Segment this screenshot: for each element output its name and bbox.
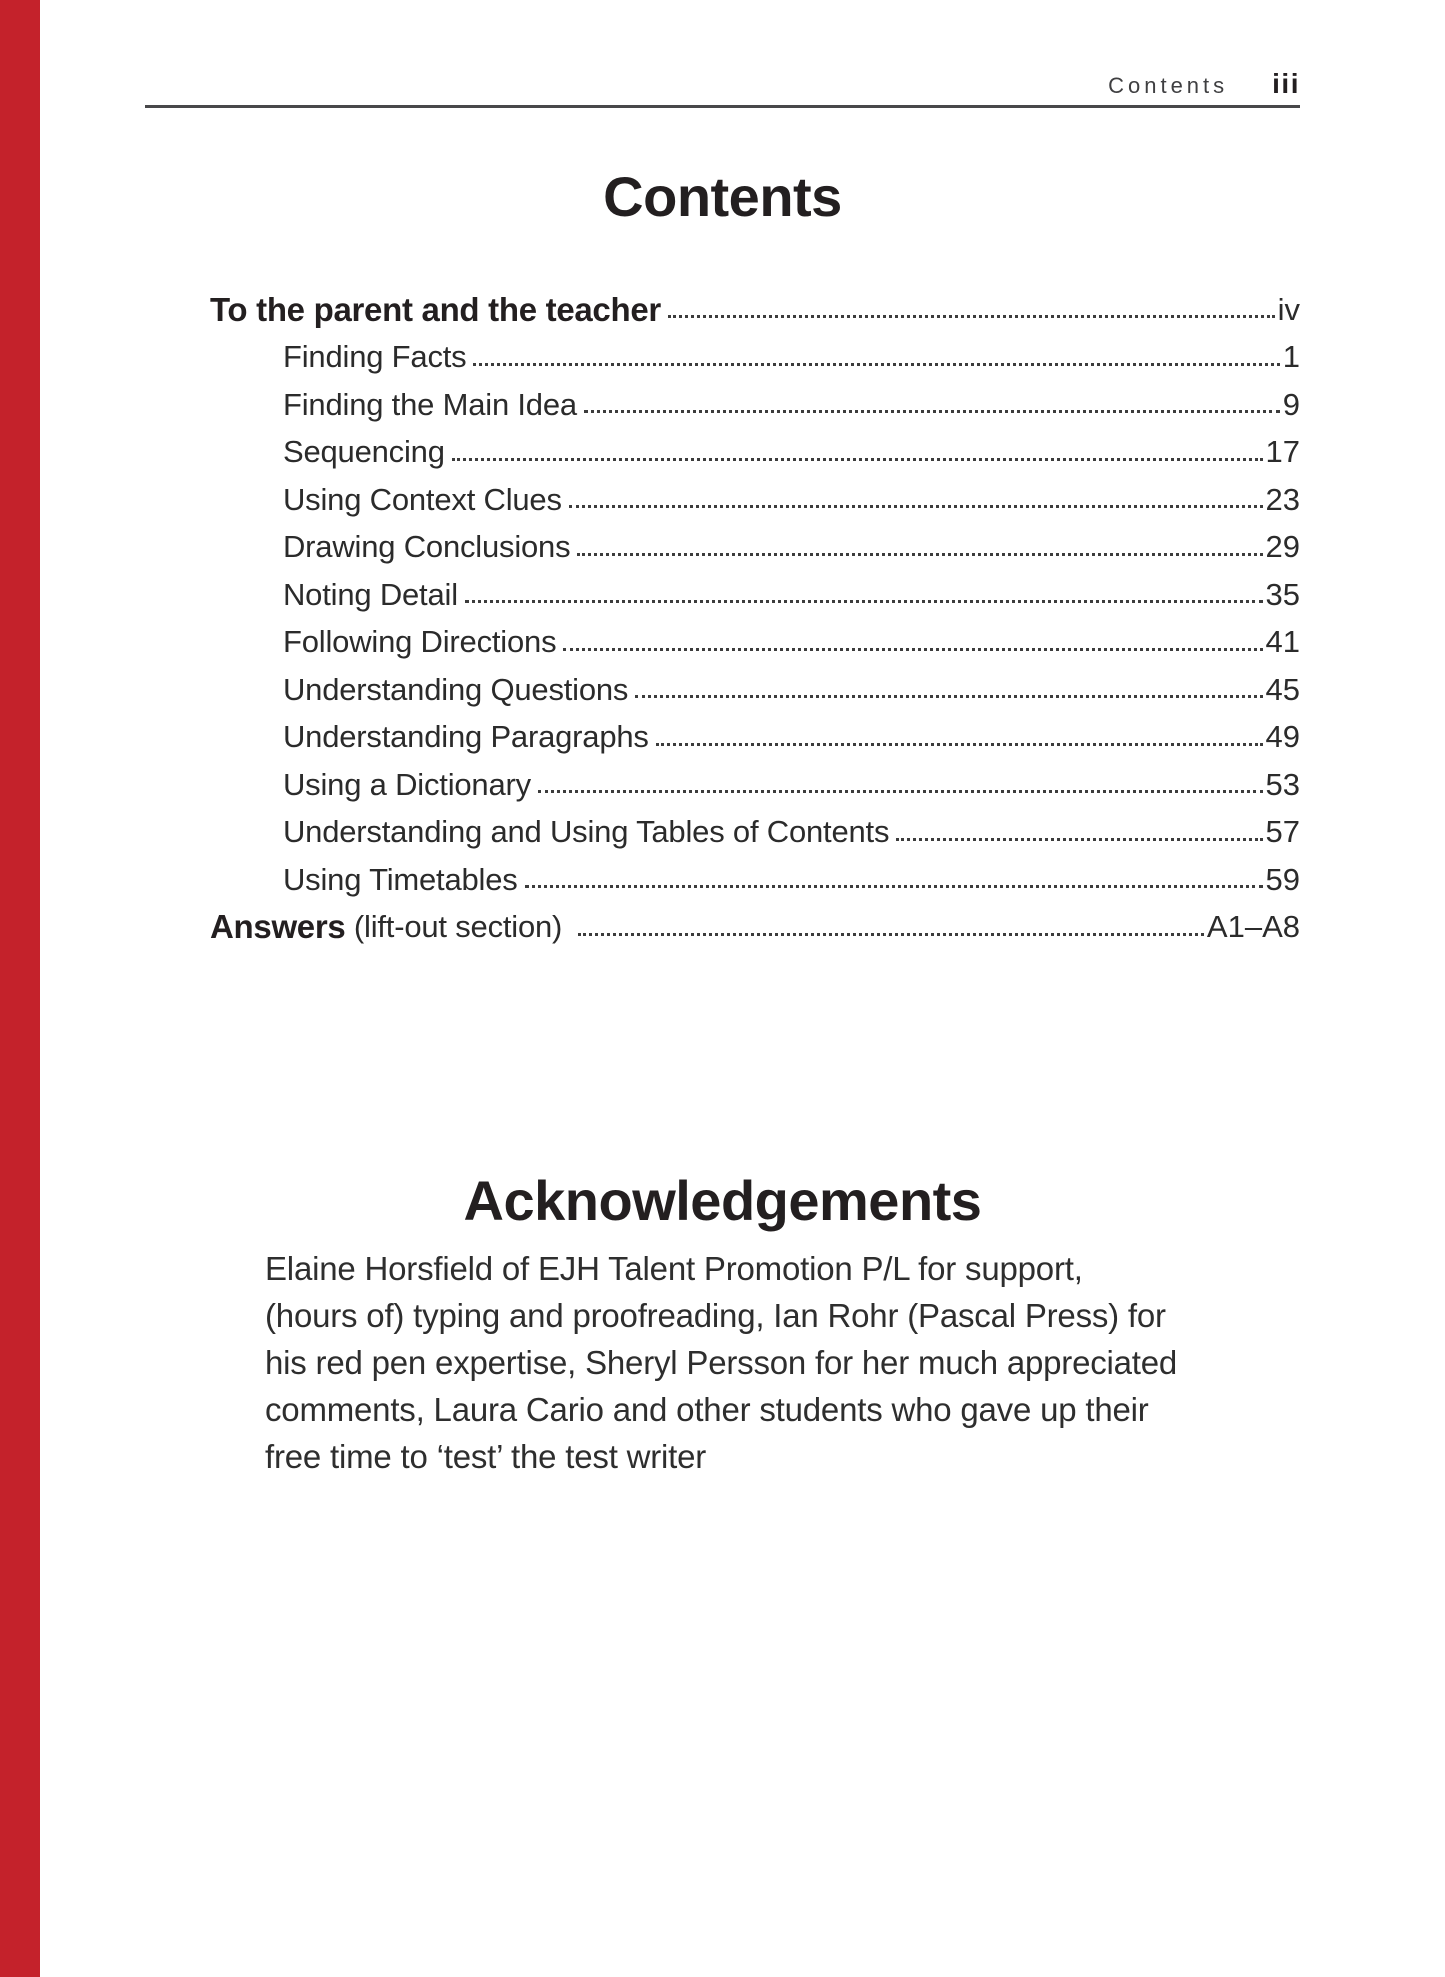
- toc-page-number: 29: [1265, 529, 1300, 565]
- acknowledgements-text: [145, 1245, 1300, 1480]
- running-header: [145, 68, 1300, 108]
- toc-entry: [145, 849, 1300, 897]
- acknowledgements-line: Elaine Horsfield of EJH Talent Promotion P/L for support,: [265, 1249, 1083, 1287]
- toc-page-number: A1–A8: [1206, 909, 1300, 945]
- running-header-section-label: Contents: [1108, 73, 1229, 98]
- acknowledgements-line: (hours of) typing and proofreading, Ian Rohr (Pascal Press) for: [265, 1296, 1166, 1334]
- toc-page-number: 57: [1265, 814, 1300, 850]
- running-header-page-number: iii: [1272, 68, 1300, 99]
- toc-entry-title: Using a Dictionary: [283, 766, 531, 802]
- toc-page-number: 1: [1282, 339, 1300, 375]
- toc-entry-title: (lift-out section): [345, 909, 571, 945]
- toc-page-number: 9: [1282, 386, 1300, 422]
- toc-page-number: 59: [1265, 861, 1300, 897]
- toc-entry-title: Understanding Questions: [283, 671, 629, 707]
- toc-page-number: 35: [1265, 576, 1300, 612]
- toc-entry: [145, 706, 1300, 754]
- dot-leader: [465, 600, 1263, 603]
- toc-page-number: 49: [1265, 719, 1300, 755]
- dot-leader: [563, 648, 1262, 651]
- toc-entry: [145, 564, 1300, 612]
- toc-entry: [145, 659, 1300, 707]
- dot-leader: [896, 838, 1262, 841]
- dot-leader: [452, 458, 1263, 461]
- dot-leader: [577, 553, 1262, 556]
- toc-entry-title-bold: Answers: [210, 908, 346, 946]
- toc-entry-title-bold: To the parent and the teacher: [210, 290, 661, 328]
- toc-entry-title: Drawing Conclusions: [283, 529, 571, 565]
- toc-entry: [145, 279, 1300, 327]
- toc-entry-title: Noting Detail: [283, 576, 458, 612]
- table-of-contents: [145, 279, 1300, 944]
- toc-entry: [145, 469, 1300, 517]
- dot-leader: [473, 363, 1279, 366]
- toc-entry-title: Sequencing: [283, 434, 445, 470]
- toc-page-number: 17: [1265, 434, 1300, 470]
- toc-entry-title: Finding the Main Idea: [283, 386, 577, 422]
- toc-entry: [145, 326, 1300, 374]
- running-header-row: [145, 68, 1300, 100]
- dot-leader: [538, 790, 1263, 793]
- toc-page-number: iv: [1277, 291, 1300, 327]
- toc-entry: [145, 421, 1300, 469]
- toc-page-number: 45: [1265, 671, 1300, 707]
- toc-entry-title: Using Context Clues: [283, 481, 562, 517]
- toc-page-number: 23: [1265, 481, 1300, 517]
- dot-leader: [584, 410, 1280, 413]
- dot-leader: [656, 743, 1263, 746]
- toc-entry-title: Understanding Paragraphs: [283, 719, 649, 755]
- toc-entry: [145, 611, 1300, 659]
- toc-entry: [145, 516, 1300, 564]
- contents-title: Contents: [603, 165, 842, 228]
- dot-leader: [525, 885, 1263, 888]
- header-rule: [145, 105, 1300, 108]
- dot-leader: [668, 315, 1275, 318]
- dot-leader: [635, 695, 1262, 698]
- toc-entry-title: Following Directions: [283, 624, 557, 660]
- page-edge-stripe: [0, 0, 40, 1977]
- acknowledgements-title: Acknowledgements: [463, 1168, 982, 1232]
- acknowledgements-line: his red pen expertise, Sheryl Persson for her much appreciated: [265, 1343, 1178, 1381]
- toc-entry: [145, 801, 1300, 849]
- toc-entry: [145, 754, 1300, 802]
- dot-leader: [569, 505, 1263, 508]
- toc-entry: [145, 374, 1300, 422]
- toc-entry-title: Using Timetables: [283, 861, 518, 897]
- acknowledgements-section: [145, 1168, 1300, 1480]
- toc-page-number: 41: [1265, 624, 1300, 660]
- toc-page-number: 53: [1265, 766, 1300, 802]
- toc-entry: [145, 896, 1300, 944]
- page-content: [145, 0, 1300, 1480]
- toc-entry-title: Finding Facts: [283, 339, 467, 375]
- toc-entry-title: Understanding and Using Tables of Contents: [283, 814, 890, 850]
- dot-leader: [578, 933, 1204, 936]
- acknowledgements-line: free time to ‘test’ the test writer: [265, 1437, 707, 1475]
- acknowledgements-line: comments, Laura Cario and other students who gave up their: [265, 1390, 1149, 1428]
